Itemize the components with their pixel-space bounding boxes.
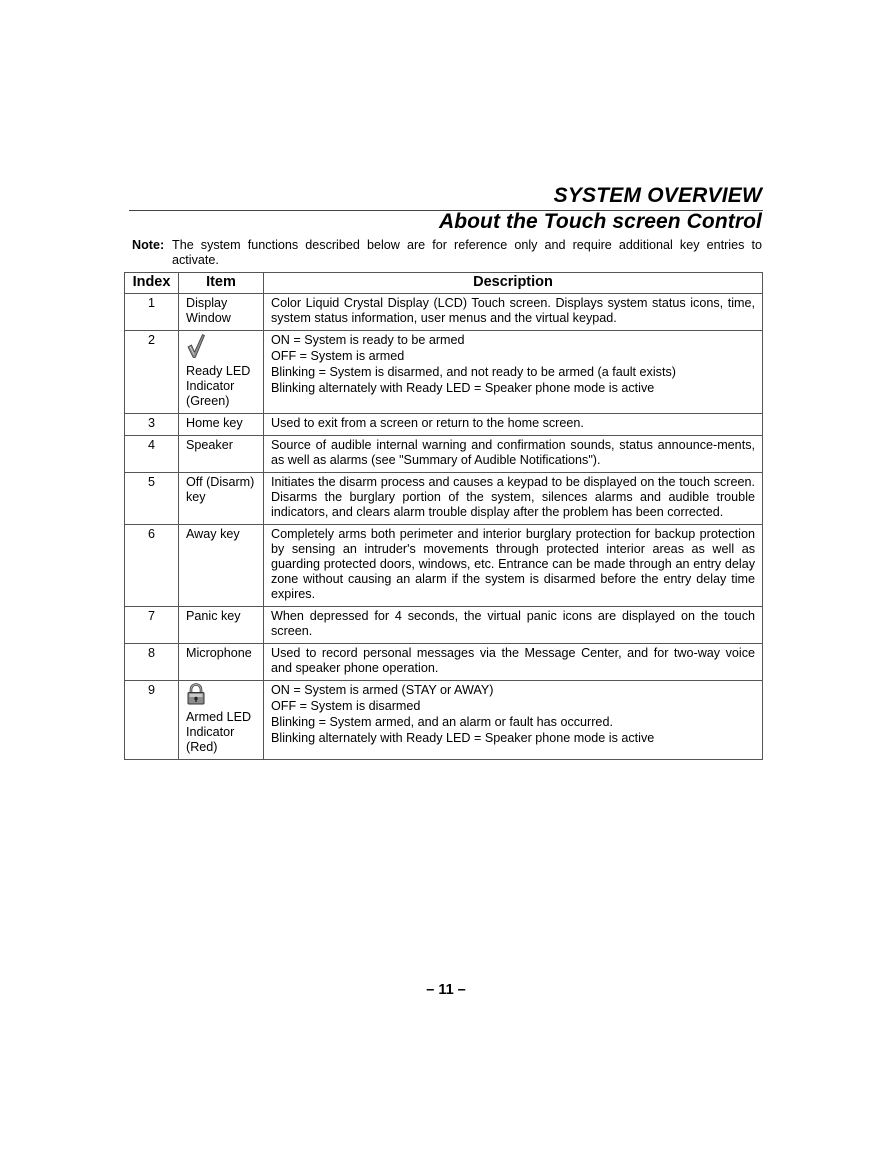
row-description (264, 331, 763, 414)
table-row (125, 473, 763, 525)
row-item: Microphone (179, 644, 264, 681)
note (132, 238, 762, 268)
row-item: Armed LED Indicator (Red) (186, 710, 252, 754)
row-index: 2 (125, 331, 179, 414)
table-row (125, 414, 763, 436)
page-subtitle: About the Touch screen Control (438, 210, 762, 233)
row-item-cell (179, 331, 264, 414)
table-header-row (125, 273, 763, 294)
row-description: When depressed for 4 seconds, the virtual panic icons are displayed on the touch screen. (264, 607, 763, 644)
row-index: 6 (125, 525, 179, 607)
table-row (125, 681, 763, 760)
description-line: Blinking alternately with Ready LED = Speaker phone mode is active (271, 381, 655, 395)
description-line: Blinking alternately with Ready LED = Speaker phone mode is active (271, 731, 655, 745)
table-row (125, 436, 763, 473)
row-item: Away key (179, 525, 264, 607)
description-line: OFF = System is armed (271, 349, 405, 363)
row-index: 9 (125, 681, 179, 760)
table-row (125, 607, 763, 644)
row-index: 1 (125, 294, 179, 331)
header-index: Index (125, 273, 179, 294)
description-line: ON = System is armed (STAY or AWAY) (271, 683, 494, 697)
row-description: Used to record personal messages via the Message Center, and for two-way voice and speaker phone operation. (264, 644, 763, 681)
table-row (125, 644, 763, 681)
row-item: Home key (179, 414, 264, 436)
row-index: 4 (125, 436, 179, 473)
page-number: – 11 – (426, 982, 466, 998)
description-line: ON = System is ready to be armed (271, 333, 465, 347)
description-line: Blinking = System armed, and an alarm or fault has occurred. (271, 715, 613, 729)
header-description: Description (264, 273, 763, 294)
row-description: Completely arms both perimeter and interior burglary protection for backup protection by sensing an intruder's movements through protected interior areas as well as guarding protected doors, windows, etc. Entrance can be made through an entry delay zone without causing an alarm if the system is disarmed before the entry delay time expires. (264, 525, 763, 607)
overview-table (124, 272, 763, 760)
note-label: Note: (132, 238, 165, 252)
row-item-cell (179, 681, 264, 760)
row-item: Display Window (179, 294, 264, 331)
row-index: 3 (125, 414, 179, 436)
row-item: Ready LED Indicator (Green) (186, 364, 251, 408)
row-item: Panic key (179, 607, 264, 644)
row-description: Initiates the disarm process and causes a keypad to be displayed on the touch screen. Disarms the burglary portion of the system, silences alarms and audible trouble indicators, and clears alarm trouble display after the problem has been corrected. (264, 473, 763, 525)
row-index: 8 (125, 644, 179, 681)
note-text: The system functions described below are for reference only and require additional key entries to activate. (172, 238, 762, 267)
row-description: Color Liquid Crystal Display (LCD) Touch screen. Displays system status icons, time, system status information, user menus and the virtual keypad. (264, 294, 763, 331)
section-title: SYSTEM OVERVIEW (553, 184, 762, 207)
row-description: Source of audible internal warning and confirmation sounds, status announce-ments, as well as alarms (see "Summary of Audible Notifications"). (264, 436, 763, 473)
description-line: OFF = System is disarmed (271, 699, 421, 713)
header-item: Item (179, 273, 264, 294)
description-line: Blinking = System is disarmed, and not ready to be armed (a fault exists) (271, 365, 676, 379)
row-item: Speaker (179, 436, 264, 473)
padlock-icon (186, 683, 256, 709)
table-row (125, 294, 763, 331)
row-item: Off (Disarm) key (179, 473, 264, 525)
row-description: Used to exit from a screen or return to the home screen. (264, 414, 763, 436)
table-row (125, 525, 763, 607)
row-description (264, 681, 763, 760)
checkmark-icon (186, 333, 256, 363)
table-row (125, 331, 763, 414)
row-index: 7 (125, 607, 179, 644)
row-index: 5 (125, 473, 179, 525)
